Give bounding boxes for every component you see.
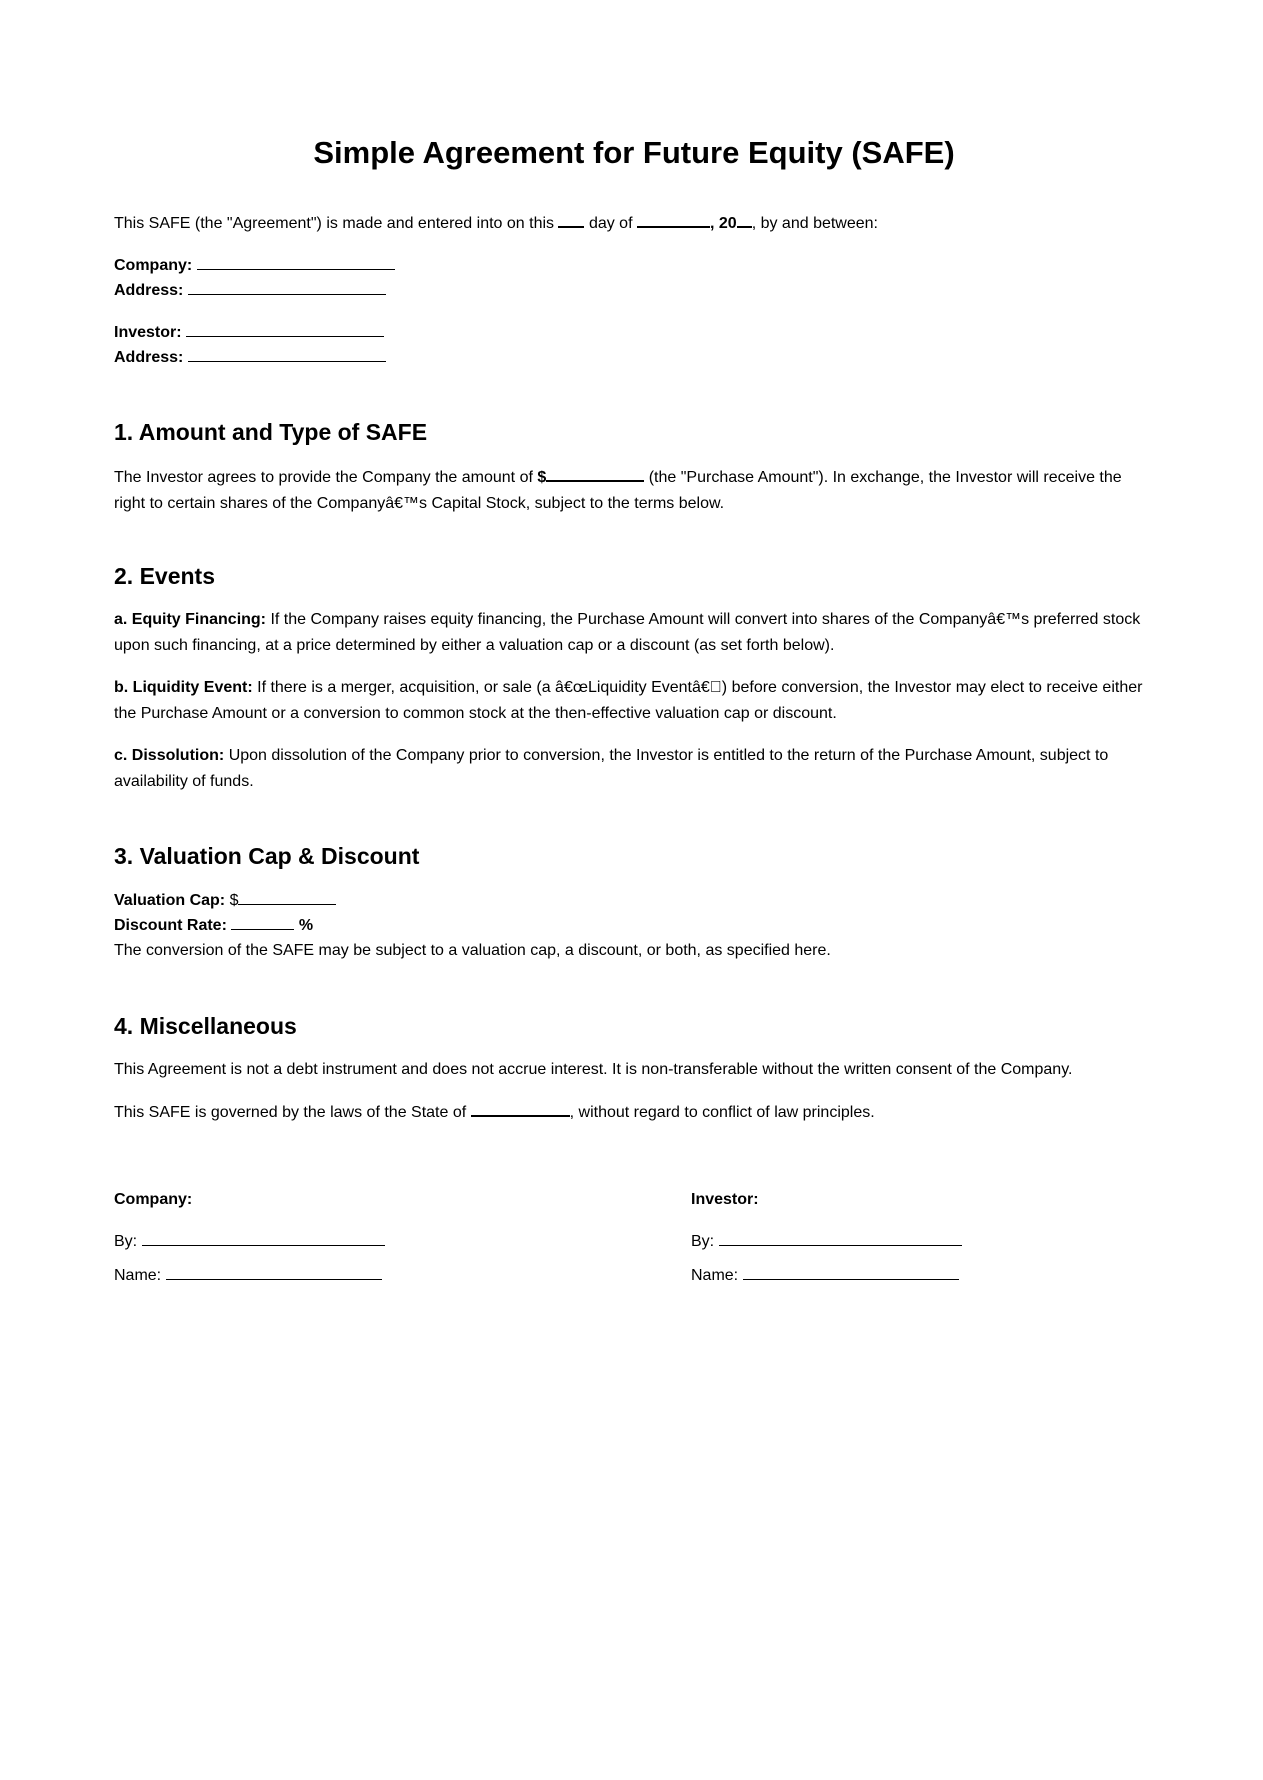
event-c-text: Upon dissolution of the Company prior to conversion, the Investor is entitled to the return of the Purchase Amount, subject to availability of funds. <box>114 747 1109 790</box>
document-title: Simple Agreement for Future Equity (SAFE) <box>313 135 955 170</box>
section1-heading: 1. Amount and Type of SAFE <box>114 419 428 445</box>
valuation-cap-blank[interactable] <box>238 887 336 905</box>
company-signature-blank[interactable] <box>142 1228 385 1246</box>
discount-rate-line <box>114 912 313 939</box>
event-c-label: c. Dissolution: <box>114 747 225 764</box>
section1-dollar: $ <box>537 469 547 486</box>
discount-percent: % <box>298 917 314 934</box>
investor-address-line <box>114 344 386 371</box>
company-name-blank[interactable] <box>197 252 395 270</box>
section4-paragraph-2 <box>114 1098 875 1126</box>
company-line <box>114 252 395 279</box>
investor-signature-blank[interactable] <box>719 1228 962 1246</box>
company-signature-heading: Company: <box>114 1191 193 1208</box>
intro-prefix: This SAFE (the "Agreement") is made and entered into on this <box>114 215 555 232</box>
event-dissolution <box>114 743 1154 795</box>
section2-heading: 2. Events <box>114 563 215 589</box>
company-name-label: Name: <box>114 1267 162 1284</box>
investor-by-line <box>691 1228 962 1255</box>
event-liquidity <box>114 675 1154 727</box>
valuation-cap-dollar: $ <box>229 892 239 909</box>
signature-block <box>114 1187 1154 1307</box>
section1-text-before: The Investor agrees to provide the Company the amount of <box>114 469 533 486</box>
investor-address-label: Address: <box>114 349 184 366</box>
company-signer-name-blank[interactable] <box>166 1262 382 1280</box>
company-by-line <box>114 1228 385 1255</box>
section1-paragraph <box>114 463 1154 517</box>
intro-paragraph <box>114 209 1154 237</box>
company-label: Company: <box>114 257 193 274</box>
investor-signer-name-blank[interactable] <box>743 1262 959 1280</box>
company-address-blank[interactable] <box>188 277 386 295</box>
section3-heading: 3. Valuation Cap & Discount <box>114 843 420 869</box>
event-b-label: b. Liquidity Event: <box>114 679 253 696</box>
company-address-line <box>114 277 386 304</box>
intro-suffix: , by and between: <box>751 215 878 232</box>
investor-name-blank[interactable] <box>186 319 384 337</box>
event-a-text: If the Company raises equity financing, the Purchase Amount will convert into shares of the Companyâ€™s preferred stock upon such financing, at a price determined by either a valuation cap or a discount (as set forth below). <box>114 611 1141 654</box>
investor-address-blank[interactable] <box>188 344 386 362</box>
investor-line <box>114 319 384 346</box>
section4-p2-after: , without regard to conflict of law principles. <box>569 1104 875 1121</box>
event-equity-financing <box>114 607 1154 659</box>
intro-year-prefix: 20 <box>718 215 737 232</box>
intro-comma: , <box>709 215 715 232</box>
valuation-cap-line <box>114 887 336 914</box>
section4-p2-before: This SAFE is governed by the laws of the State of <box>114 1104 467 1121</box>
discount-rate-blank[interactable] <box>231 912 294 930</box>
investor-name-line <box>691 1262 959 1289</box>
section1-text-after: (the "Purchase Amount"). In exchange, the Investor will receive the right to certain shares of the Companyâ€™s Capital Stock, subject to the terms below. <box>114 469 1122 512</box>
discount-rate-label: Discount Rate: <box>114 917 227 934</box>
section4-heading: 4. Miscellaneous <box>114 1013 297 1039</box>
year-blank[interactable] <box>737 209 752 228</box>
company-name-line <box>114 1262 382 1289</box>
investor-label: Investor: <box>114 324 182 341</box>
event-a-label: a. Equity Financing: <box>114 611 267 628</box>
section3-note: The conversion of the SAFE may be subject to a valuation cap, a discount, or both, as specified here. <box>114 942 831 959</box>
company-address-label: Address: <box>114 282 184 299</box>
investor-signature-heading: Investor: <box>691 1191 759 1208</box>
day-blank[interactable] <box>558 209 584 228</box>
month-blank[interactable] <box>637 209 710 228</box>
purchase-amount-blank[interactable] <box>546 463 644 482</box>
valuation-cap-label: Valuation Cap: <box>114 892 226 909</box>
investor-by-label: By: <box>691 1233 715 1250</box>
state-blank[interactable] <box>471 1098 570 1117</box>
investor-name-label: Name: <box>691 1267 739 1284</box>
company-by-label: By: <box>114 1233 138 1250</box>
section4-paragraph-1: This Agreement is not a debt instrument and does not accrue interest. It is non-transferable without the written consent of the Company. <box>114 1061 1073 1078</box>
intro-day-label: day of <box>588 215 633 232</box>
event-b-text: If there is a merger, acquisition, or sale (a â€œLiquidity Eventâ€ ) before conversion, the Investor may elect to receive either the Purchase Amount or a conversion to common stock at the then-effective valuation cap or discount. <box>114 679 1143 722</box>
